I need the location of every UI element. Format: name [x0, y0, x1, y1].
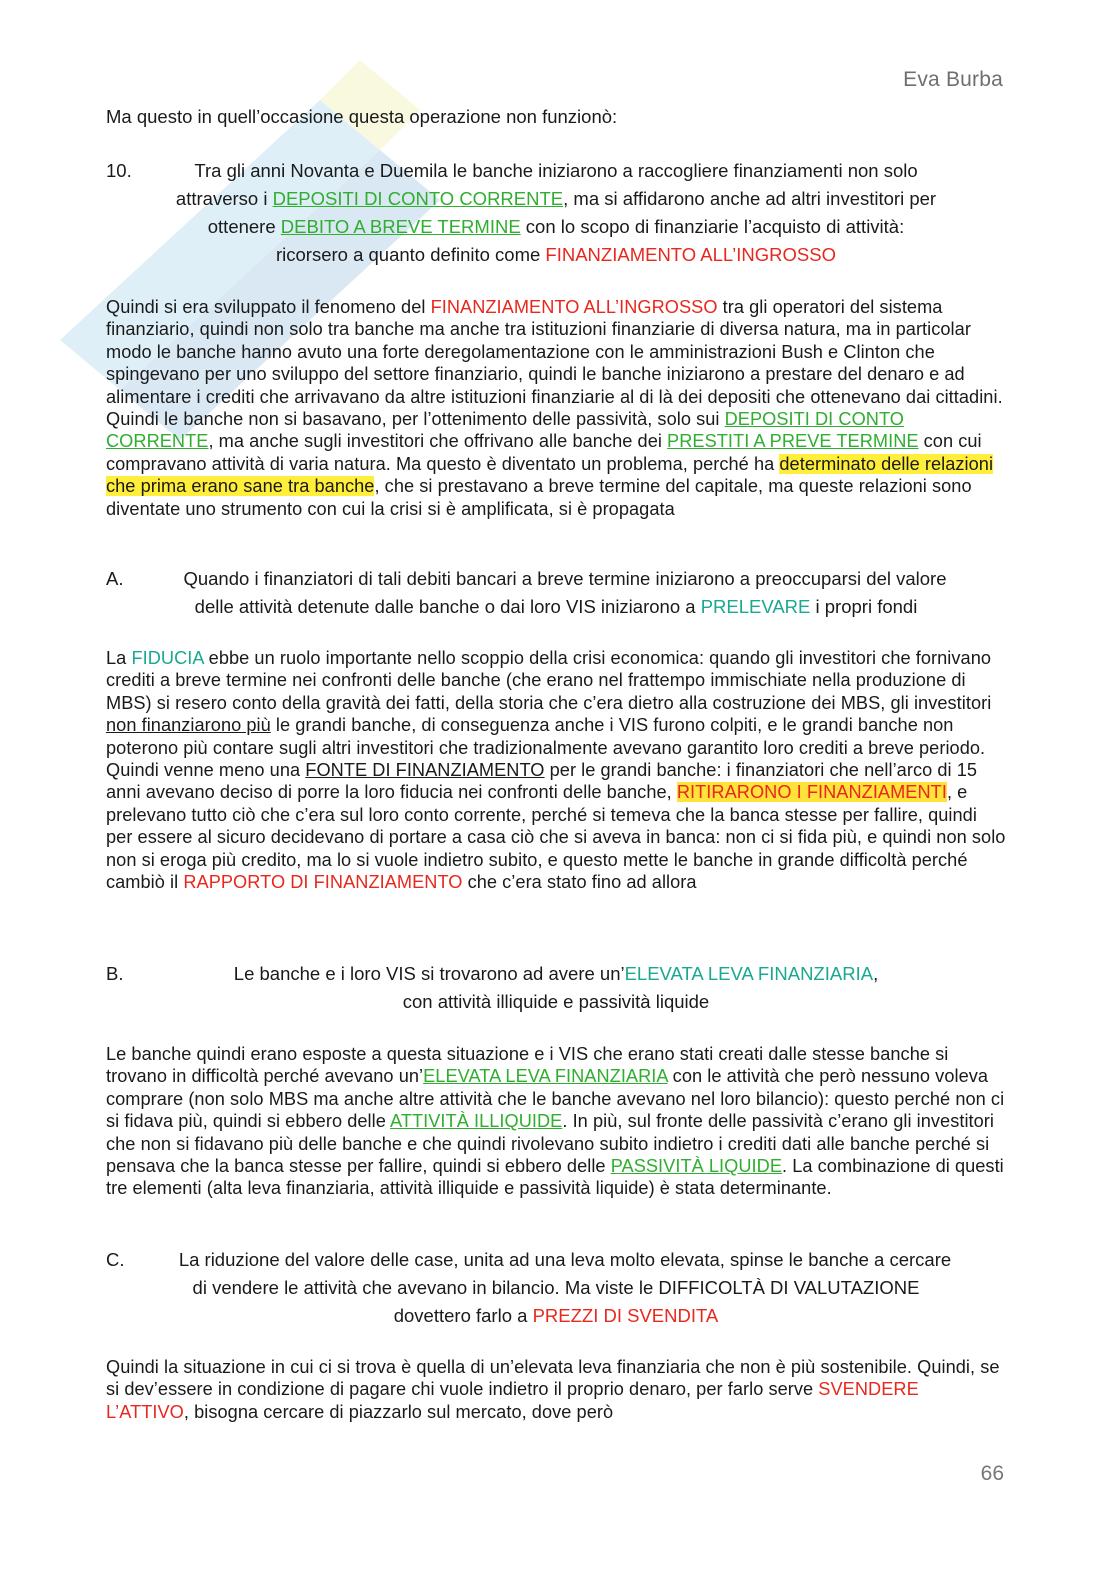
- paragraph-2: La FIDUCIA ebbe un ruolo importante nello scoppio della crisi economica: quando gli investitori che fornivano crediti a breve termine nei confronti delle banche (che erano nel frattempo immischiate nella produzione di MBS) si resero conto della gravità dei fatti, della storia che c’era dietro alla costruzione dei MBS, gli investitori non finanziarono più le grandi banche, di conseguenza anche i VIS furono colpiti, e le grandi banche non poterono più contare sugli altri investitori che tradizionalmente avevano garantito loro crediti a breve periodo. Quindi venne meno una FONTE DI FINANZIAMENTO per le grandi banche: i finanziatori che nell’arco di 15 anni avevano deciso di porre la loro fiducia nei confronti delle banche, RITIRARONO I FINANZIAMENTI, e prelevano tutto ciò che c’era sul loro conto corrente, perché si temeva che la banca stesse per fallire, quindi per essere al sicuro decidevano di portare a casa ciò che si aveva in banca: non ci si fida più, e quindi non solo non si eroga più credito, ma lo si vuole indietro subito, e questo mette le banche in grande difficoltà perché cambiò il RAPPORTO DI FINANZIAMENTO che c’era stato fino ad allora: [106, 648, 1006, 893]
- term-link: PASSIVITÀ LIQUIDE: [610, 1156, 783, 1177]
- list-item-10: [106, 157, 1006, 269]
- item-number: A.: [106, 568, 124, 589]
- key-term: FINANZIAMENTO ALL’INGROSSO: [545, 244, 837, 265]
- item-line: Tra gli anni Novanta e Duemila le banche iniziarono a raccogliere finanziamenti non solo: [194, 160, 918, 181]
- term-link: DEPOSITI DI CONTO CORRENTE: [106, 409, 904, 452]
- term-link: ELEVATA LEVA FINANZIARIA: [423, 1066, 668, 1087]
- item-line: attraverso i DEPOSITI DI CONTO CORRENTE, ma si affidarono anche ad altri investitori per: [175, 188, 937, 209]
- page-number: 66: [980, 1462, 1004, 1485]
- paragraph-1: Quindi si era sviluppato il fenomeno del FINANZIAMENTO ALL’INGROSSO tra gli operatori del sistema finanziario, quindi non solo tra banche ma anche tra istituzioni finanziarie di diversa natura, ma in particolar modo le banche hanno avuto una forte deregolamentazione con le amministrazioni Bush e Clinton che spingevano per uno sviluppo del settore finanziario, quindi le banche iniziarono a prestare del denaro e ad alimentare i crediti che arrivavano da altre istituzioni finanziarie al di là dei depositi che ottenevano dai cittadini. Quindi le banche non si basavano, per l’ottenimento delle passività, solo sui DEPOSITI DI CONTO CORRENTE, ma anche sugli investitori che offrivano alle banche dei PRESTITI A PREVE TERMINE con cui compravano attività di varia natura. Ma questo è diventato un problema, perché ha determinato delle relazioni che prima erano sane tra banche, che si prestavano a breve termine del capitale, ma queste relazioni sono diventate uno strumento con cui la crisi si è amplificata, si è propagata: [106, 297, 1003, 519]
- paragraph-4: Quindi la situazione in cui ci si trova è quella di un’elevata leva finanziaria che non è più sostenibile. Quindi, se si dev’essere in condizione di pagare chi vuole indietro il proprio denaro, per farlo serve SVENDERE L’ATTIVO, bisogna cercare di piazzarlo sul mercato, dove però: [106, 1357, 1000, 1422]
- key-term: ELEVATA LEVA FINANZIARIA: [624, 963, 874, 984]
- term-link: ATTIVITÀ ILLIQUIDE: [390, 1111, 563, 1132]
- highlight: RITIRARONO I FINANZIAMENTI: [676, 782, 947, 803]
- key-term: PREZZI DI SVENDITA: [532, 1305, 719, 1326]
- item-line: delle attività detenute dalle banche o dai loro VIS iniziarono a PRELEVARE i propri fondi: [194, 596, 918, 617]
- key-term: RAPPORTO DI FINANZIAMENTO: [183, 872, 463, 893]
- intro-line: Ma questo in quell’occasione questa operazione non funzionò:: [106, 106, 618, 127]
- item-number: C.: [106, 1249, 125, 1270]
- underlined-phrase: FONTE DI FINANZIAMENTO: [305, 760, 545, 781]
- term-link: DEPOSITI DI CONTO CORRENTE: [272, 188, 564, 209]
- item-line: ricorsero a quanto definito come FINANZIAMENTO ALL’INGROSSO: [275, 244, 837, 265]
- item-line: dovettero farlo a PREZZI DI SVENDITA: [393, 1305, 719, 1326]
- list-item-b: [106, 960, 1006, 1016]
- item-number: B.: [106, 963, 124, 984]
- paragraph-3: Le banche quindi erano esposte a questa situazione e i VIS che erano stati creati dalle stesse banche si trovano in difficoltà perché avevano un’ELEVATA LEVA FINANZIARIA con le attività che però nessuno voleva comprare (non solo MBS ma anche altre attività che le banche avevano nel loro bilancio): questo perché non ci si fidava più, quindi si ebbero delle ATTIVITÀ ILLIQUIDE. In più, sul fronte delle passività c’erano gli investitori che non si fidavano più delle banche e che quindi rivolevano subito indietro i crediti dati alle banche perché si pensava che la banca stesse per fallire, quindi si ebbero delle PASSIVITÀ LIQUIDE. La combinazione di questi tre elementi (alta leva finanziaria, attività illiquide e passività liquide) è stata determinante.: [106, 1044, 1005, 1199]
- item-line: Quando i finanziatori di tali debiti bancari a breve termine iniziarono a preoccuparsi del valore: [183, 568, 947, 589]
- item-line: di vendere le attività che avevano in bilancio. Ma viste le DIFFICOLTÀ DI VALUTAZIONE: [192, 1277, 920, 1298]
- highlight: determinato delle relazioni che prima erano sane tra banche: [106, 453, 994, 497]
- key-term: FIDUCIA: [131, 648, 204, 668]
- term-link: PRESTITI A PREVE TERMINE: [667, 431, 919, 452]
- list-item-a: [106, 565, 1006, 621]
- item-line: Le banche e i loro VIS si trovarono ad avere un’ELEVATA LEVA FINANZIARIA,: [233, 963, 879, 984]
- key-term: PRELEVARE: [700, 596, 811, 617]
- term-link: DEBITO A BREVE TERMINE: [280, 216, 521, 237]
- author-name: Eva Burba: [903, 68, 1003, 91]
- key-term: FINANZIAMENTO ALL’INGROSSO: [430, 297, 718, 317]
- item-number: 10.: [106, 160, 132, 181]
- item-line: con attività illiquide e passività liquide: [402, 991, 710, 1012]
- underlined-phrase: non finanziarono più: [106, 715, 271, 736]
- list-item-c: [106, 1246, 1006, 1330]
- item-line: La riduzione del valore delle case, unita ad una leva molto elevata, spinse le banche a cercare: [178, 1249, 952, 1270]
- key-term: SVENDERE L’ATTIVO: [106, 1379, 919, 1422]
- item-line: ottenere DEBITO A BREVE TERMINE con lo scopo di finanziarie l’acquisto di attività:: [207, 216, 905, 237]
